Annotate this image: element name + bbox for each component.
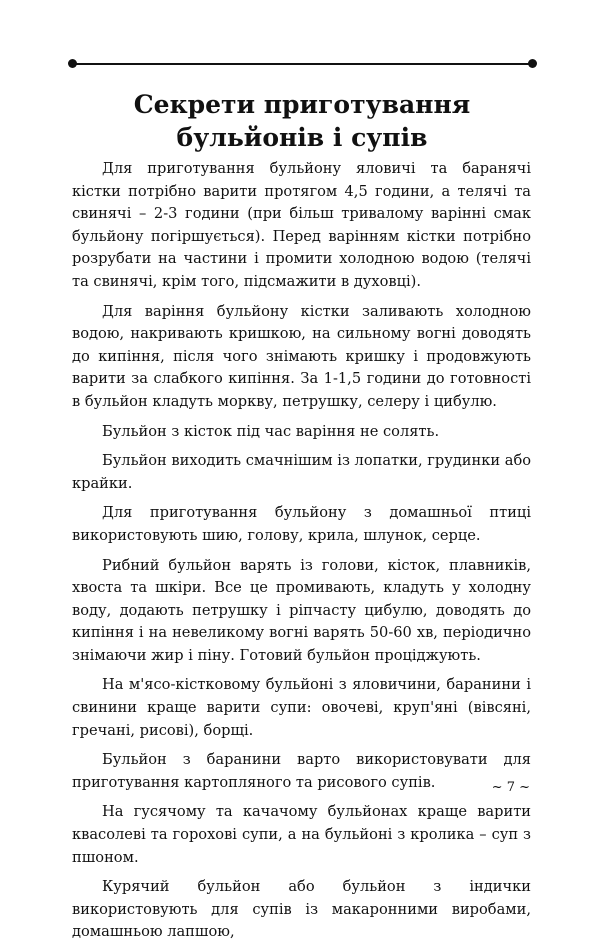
paragraph: Для приготування бульйону яловичі та баранячі кістки потрібно варити протягом 4,5 години, а телячі та свинячі – 2-3 години (при більш тривалому варінні смак бульйону погіршується). Перед варінням кістки потрібно розрубати на частини і промити холодною водою (телячі та свинячі, крім того, підсмажити в духовці). xyxy=(72,160,531,290)
paragraph: Курячий бульйон або бульйон з індички використовують для супів із макаронними виробами, домашньою лапшою, xyxy=(72,878,531,941)
body-text xyxy=(72,158,531,951)
page-title-line-1: Секрети приготування xyxy=(133,90,471,119)
paragraph: Рибний бульйон варять із голови, кісток, плавників, хвоста та шкіри. Все це промивають, кладуть у холодну воду, додають петрушку і ріпчасту цибулю, доводять до кипіння і на невеликому вогні варять 50-60 хв, періодично знімаючи жир і піну. Готовий бульйон проціджують. xyxy=(72,556,531,664)
paragraph: На гусячому та качачому бульйонах краще варити квасолеві та горохові супи, а на бульйоні з кролика – суп з пшоном. xyxy=(72,803,531,866)
paragraph: Бульйон виходить смачнішим із лопатки, грудинки або крайки. xyxy=(72,452,532,492)
page-number: ~ 7 ~ xyxy=(491,780,530,795)
page-title-line-2: бульйонів і супів xyxy=(176,123,428,152)
paragraph: На м'ясо-кістковому бульйоні з яловичини, баранини і свинини краще варити супи: овочеві, круп'яні (вівсяні, гречані, рисові), борщі. xyxy=(72,676,531,739)
page-title xyxy=(72,88,532,154)
header-rule xyxy=(72,63,532,65)
paragraph: Бульйон з баранини варто використовувати для приготування картопляного та рисового супів. xyxy=(72,751,531,791)
header-rule-right-dot xyxy=(528,59,537,68)
paragraph: Для приготування бульйону з домашньої птиці використовують шию, голову, крила, шлунок, серце. xyxy=(72,504,531,544)
paragraph: Бульйон з кісток під час варіння не солять. xyxy=(102,422,440,440)
paragraph: Для варіння бульйону кістки заливають холодною водою, накривають кришкою, на сильному вогні доводять до кипіння, після чого знімають кришку і продовжують варити за слабкого кипіння. За 1-1,5 години до готовності в бульйон кладуть моркву, петрушку, селеру і цибулю. xyxy=(72,302,531,410)
